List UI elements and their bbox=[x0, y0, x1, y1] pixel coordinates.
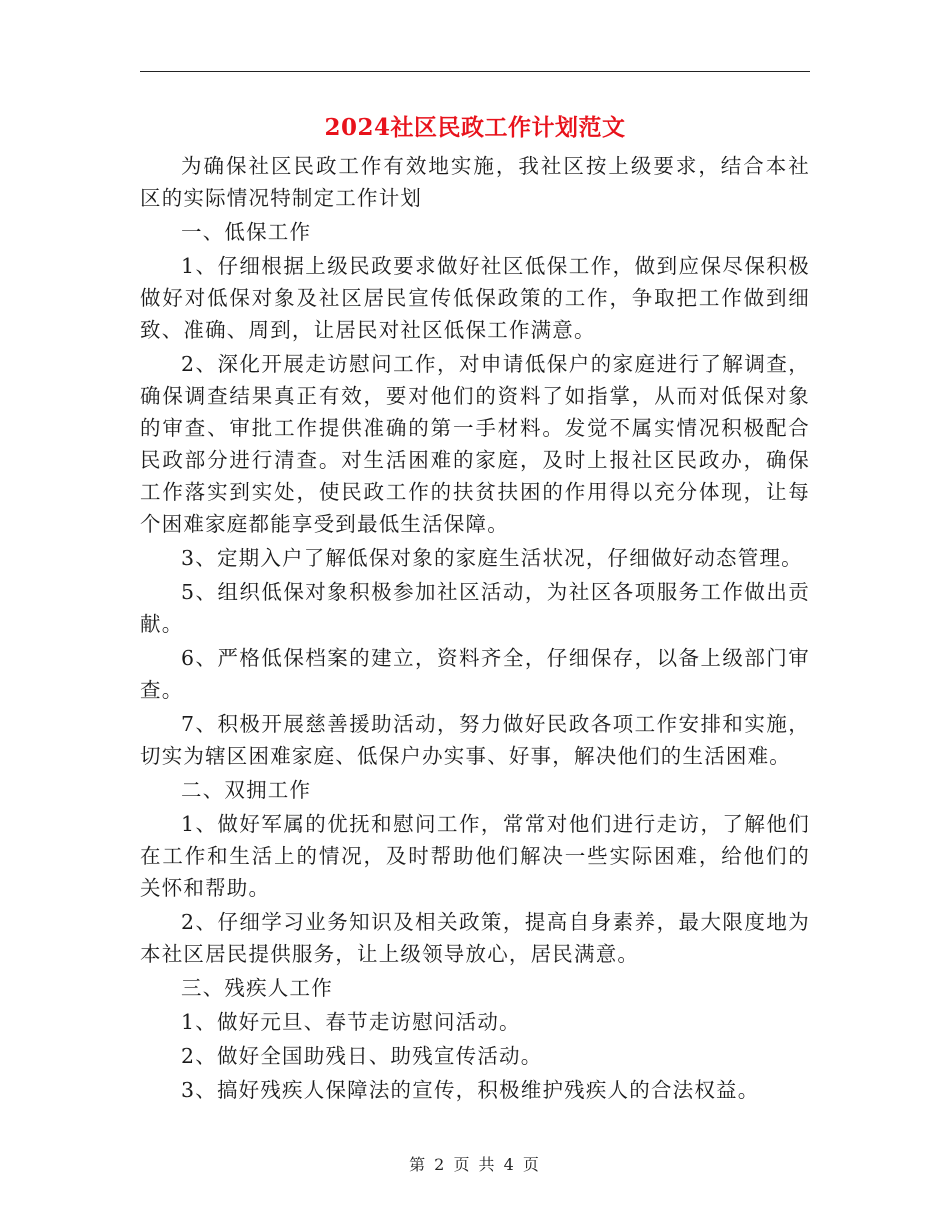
paragraph: 1、做好军属的优抚和慰问工作，常常对他们进行走访，了解他们在工作和生活上的情况，及时帮助他们解决一些实际困难，给他们的关怀和帮助。 bbox=[140, 812, 810, 900]
paragraph: 1、仔细根据上级民政要求做好社区低保工作，做到应保尽保积极做好对低保对象及社区居民宣传低保政策的工作，争取把工作做到细致、准确、周到，让居民对社区低保工作满意。 bbox=[140, 254, 810, 342]
paragraph: 3、搞好残疾人保障法的宣传，积极维护残疾人的合法权益。 bbox=[181, 1078, 760, 1102]
paragraph: 2、深化开展走访慰问工作，对申请低保户的家庭进行了解调查，确保调查结果真正有效，要对他们的资料了如指掌，从而对低保对象的审查、审批工作提供准确的第一手材料。发觉不属实情况积极配合民政部分进行清查。对生活困难的家庭，及时上报社区民政办，确保工作落实到实处，使民政工作的扶贫扶困的作用得以充分体现，让每个困难家庭都能享受到最低生活保障。 bbox=[140, 352, 810, 536]
paragraph: 3、定期入户了解低保对象的家庭生活状况，仔细做好动态管理。 bbox=[181, 546, 803, 570]
section-heading-2: 二、双拥工作 bbox=[181, 778, 312, 802]
section-heading-3: 三、残疾人工作 bbox=[181, 976, 333, 1000]
paragraph: 1、做好元旦、春节走访慰问活动。 bbox=[181, 1010, 521, 1034]
section-heading-1: 一、低保工作 bbox=[181, 220, 312, 244]
paragraph: 7、积极开展慈善援助活动，努力做好民政各项工作安排和实施，切实为辖区困难家庭、低保户办实事、好事，解决他们的生活困难。 bbox=[140, 712, 810, 768]
header-rule bbox=[140, 71, 810, 72]
paragraph: 6、严格低保档案的建立，资料齐全，仔细保存，以备上级部门审查。 bbox=[140, 646, 810, 702]
paragraph: 2、仔细学习业务知识及相关政策，提高自身素养，最大限度地为本社区居民提供服务，让上级领导放心，居民满意。 bbox=[140, 910, 810, 966]
paragraph: 2、做好全国助残日、助残宣传活动。 bbox=[181, 1044, 543, 1068]
document-title: 2024社区民政工作计划范文 bbox=[324, 114, 626, 141]
intro-paragraph: 为确保社区民政工作有效地实施，我社区按上级要求，结合本社区的实际情况特制定工作计划 bbox=[140, 154, 810, 210]
page-number: 第 2 页 共 4 页 bbox=[409, 1155, 541, 1174]
paragraph: 5、组织低保对象积极参加社区活动，为社区各项服务工作做出贡献。 bbox=[140, 580, 810, 636]
document-body bbox=[140, 150, 810, 1108]
